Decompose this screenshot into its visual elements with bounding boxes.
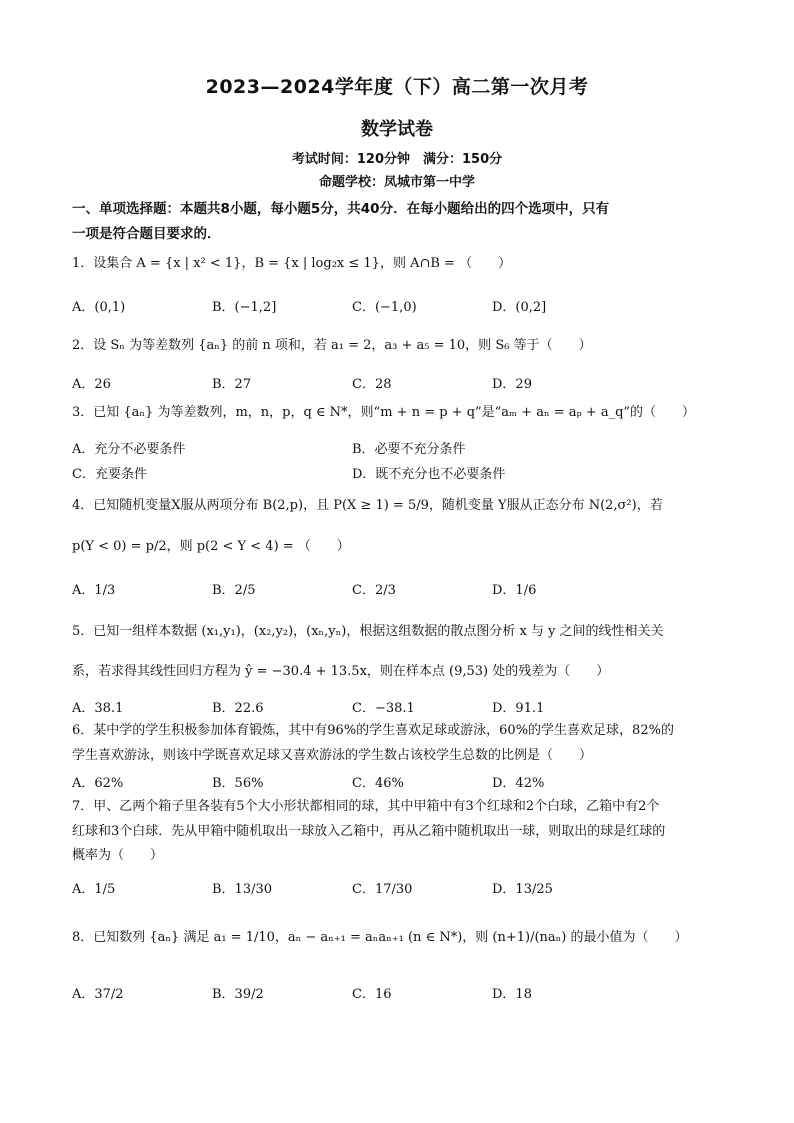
option-b: B．13/30 [212,882,273,897]
option-c: C．46% [352,776,404,791]
option-d: D．13/25 [492,882,553,897]
question-3-options-row2 [72,463,732,485]
question-6-options [72,772,732,794]
option-b: B．39/2 [212,987,264,1002]
exam-info: 考试时间：120分钟 满分：150分 [291,152,503,167]
section-heading-line2: 一项是符合题目要求的． [72,226,221,242]
question-5-text-line2: 系，若求得其线性回归方程为 ŷ = −30.4 + 13.5x，则在样本点 (9,53) 处的残差为（ ） [72,664,610,679]
question-6-text-line1: 6．某中学的学生积极参加体育锻炼，其中有96%的学生喜欢足球或游泳，60%的学生喜欢足球，82%的 [72,723,674,738]
question-7-text-line1: 7．甲、乙两个箱子里各装有5个大小形状都相同的球，其中甲箱中有3个红球和2个白球，乙箱中有2个 [72,799,660,814]
option-c: C．2/3 [352,583,396,598]
option-a: A．1/3 [72,583,116,598]
question-6-text-line2: 学生喜欢游泳，则该中学既喜欢足球又喜欢游泳的学生数占该校学生总数的比例是（ ） [72,748,593,763]
question-7-text-line3: 概率为（ ） [72,848,164,863]
school-line: 命题学校：凤城市第一中学 [318,175,475,190]
option-d: D．既不充分也不必要条件 [352,467,506,482]
question-3-options-row1 [72,438,732,460]
question-5-options [72,697,732,719]
option-a: A．38.1 [72,701,124,716]
question-1-options [72,296,732,318]
option-a: A．37/2 [72,987,124,1002]
option-c: C．28 [352,377,392,392]
question-8-text: 8．已知数列 {aₙ} 满足 a₁ = 1/10，aₙ − aₙ₊₁ = aₙaₙ₊₁ (n ∈ N*)，则 (n+1)/(naₙ) 的最小值为（ ） [72,930,688,945]
question-7-text-line2: 红球和3个白球．先从甲箱中随机取出一球放入乙箱中，再从乙箱中随机取出一球，则取出的球是红球的 [72,824,666,839]
option-d: D．42% [492,776,545,791]
option-a: A．1/5 [72,882,116,897]
question-2-text: 2．设 Sₙ 为等差数列 {aₙ} 的前 n 项和，若 a₁ = 2，a₃ + a₅ = 10，则 S₆ 等于（ ） [72,338,592,353]
option-c: C．17/30 [352,882,413,897]
option-a: A．62% [72,776,124,791]
question-7-options [72,878,732,900]
option-d: D．1/6 [492,583,537,598]
section-heading-line1: 一、单项选择题：本题共8小题，每小题5分，共40分．在每小题给出的四个选项中，只有 [72,201,610,217]
option-b: B．(−1,2] [212,300,277,315]
subject-title: 数学试卷 [361,119,433,140]
option-d: D．91.1 [492,701,545,716]
option-b: B．56% [212,776,264,791]
option-b: B．2/5 [212,583,256,598]
question-1-text: 1．设集合 A = {x | x² < 1}，B = {x | log₂x ≤ 1}，则 A∩B = （ ） [72,256,512,271]
exam-title: 2023—2024学年度（下）高二第一次月考 [205,76,589,98]
question-5-text-line1: 5．已知一组样本数据 (x₁,y₁)，(x₂,y₂)，(xₙ,yₙ)，根据这组数据的散点图分析 x 与 y 之间的线性相关关 [72,624,664,639]
question-4-text-line2: p(Y < 0) = p/2，则 p(2 < Y < 4) = （ ） [72,539,350,554]
option-a: A．26 [72,377,111,392]
option-b: B．必要不充分条件 [352,442,466,457]
option-c: C．(−1,0) [352,300,417,315]
question-3-text: 3．已知 {aₙ} 为等差数列，m，n，p，q ∈ N*，则“m + n = p + q”是“aₘ + aₙ = aₚ + a_q”的（ ） [72,405,696,420]
option-d: D．(0,2] [492,300,547,315]
option-d: D．18 [492,987,532,1002]
option-b: B．22.6 [212,701,264,716]
question-4-text-line1: 4．已知随机变量X服从两项分布 B(2,p)，且 P(X ≥ 1) = 5/9，随机变量 Y服从正态分布 N(2,σ²)，若 [72,498,663,513]
option-d: D．29 [492,377,532,392]
option-c: C．充要条件 [72,467,147,482]
option-a: A．(0,1) [72,300,126,315]
option-a: A．充分不必要条件 [72,442,186,457]
question-2-options [72,373,732,395]
option-b: B．27 [212,377,252,392]
question-8-options [72,983,732,1005]
question-4-options [72,579,732,601]
option-c: C．−38.1 [352,701,415,716]
option-c: C．16 [352,987,392,1002]
